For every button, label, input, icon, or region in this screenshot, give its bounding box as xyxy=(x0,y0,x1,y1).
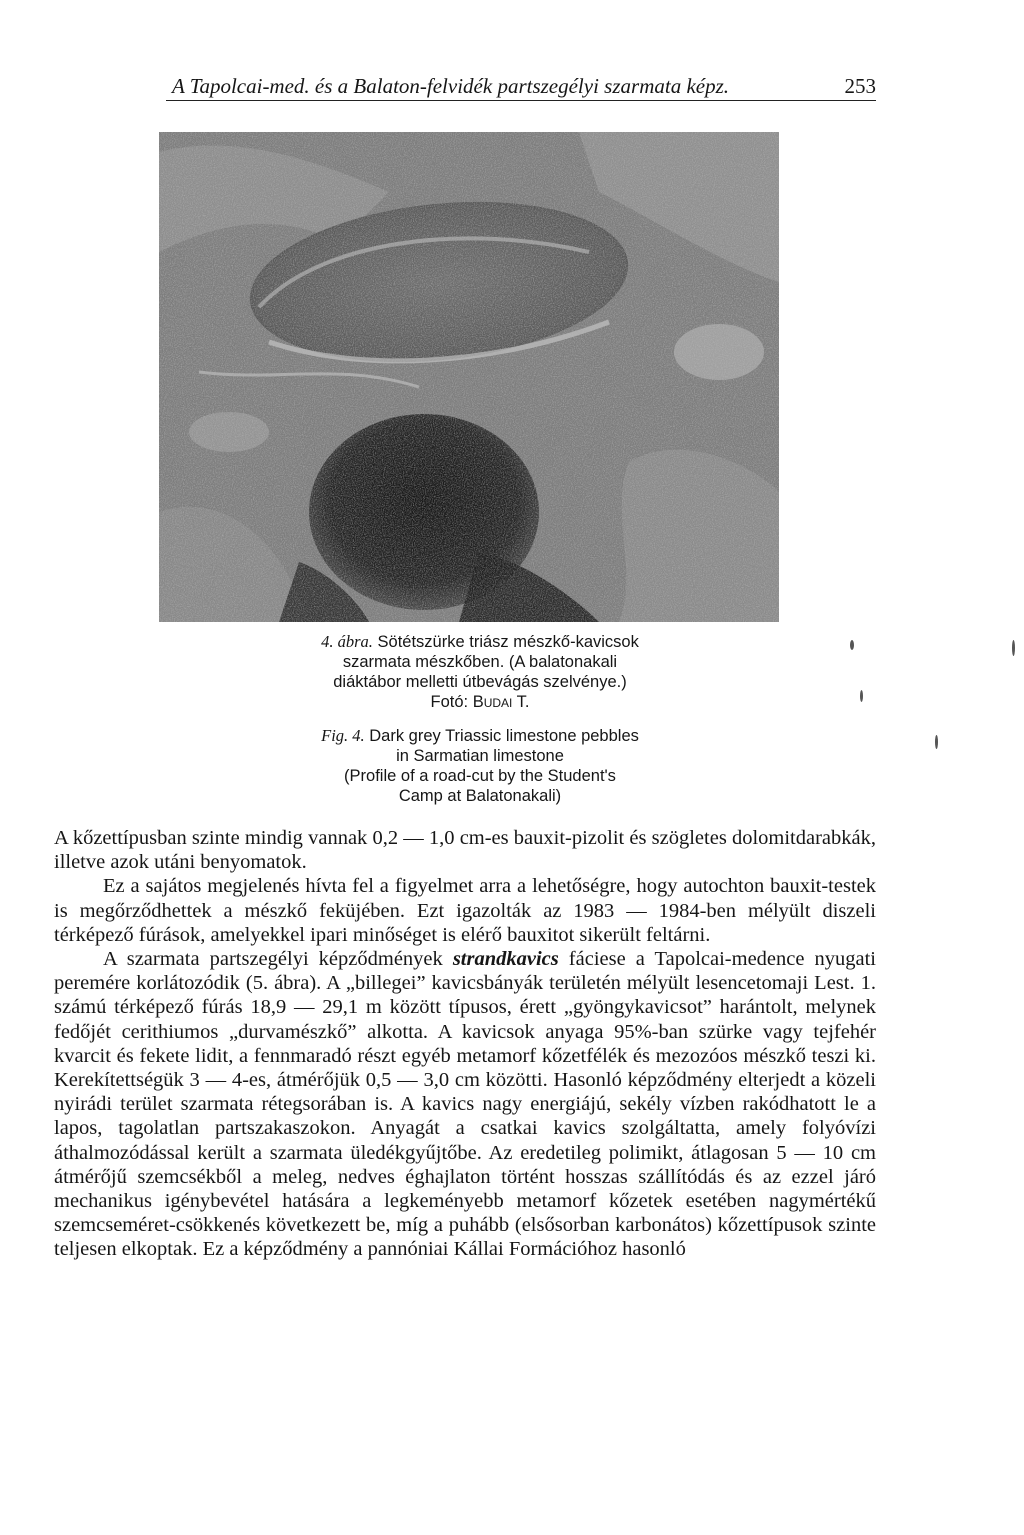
figure-caption-english xyxy=(260,726,700,806)
emphasis-strandkavics: strandkavics xyxy=(452,948,559,971)
paragraph-2: Ez a sajátos megjelenés hívta fel a figyelmet arra a lehetőségre, hogy autochton bauxit-testek is megőrződhettek a mészkő feküjében. Ezt igazolták az 1983 — 1984-ben mélyült diszeli térképező fúrások, amelyekkel ipari minőséget is elérő bauxitot sikerült feltárni. xyxy=(54,875,876,946)
caption-en-line-2: in Sarmatian limestone xyxy=(396,747,564,765)
paragraph-3: A szarmata partszegélyi képződmények strandkavics fáciese a Tapolcai-medence nyugati peremére korlátozódik (5. ábra). A „billegei” kavicsbányák területén mélyült lesencetomaji Lest. 1. számú térképező fúrás 18,9 — 29,1 m között típusos, érett „gyöngykavicsot” harántolt, melynek fedőjét cerithiumos „durvamészkő” alkotta. A kavicsok anyaga 95%-ban szürke vagy tejfehér kvarcit és fekete lidit, a fennmaradó részt egyéb metamorf kőzetfélék és mezozóos mészkő teszi ki. Kerekítettségük 3 — 4-es, átmérőjük 0,5 — 3,0 cm közötti. Hasonló képződmény elterjedt a közeli nyirádi terület szarmata rétegsorában is. A kavics nagy energiájú, sekély vízben rakódhatott le a lapos, tagolatlan partszakaszokon. Anyagát a csatkai kavics szolgáltatta, amely folyóvízi áthalmozódással került a szarmata üledékgyűjtőbe. Az eredetileg polimikt, átlagosan 5 — 10 cm átmérőjű szemcsékből a meleg, nedves éghajlaton történt hosszas szállítódás és az ezzel járó mechanikus igénybevétel hatására a legkeményebb metamorf kőzetek esetében nagymértékű szemcseméret-csökkenés következett be, míg a puhább (elsősorban karbonátos) kőzettípusok szinte teljesen elkoptak. Ez a képződmény a pannóniai Kállai Formációhoz hasonló xyxy=(54,948,876,1261)
caption-hu-line-1: 4. ábra. Sötétszürke triász mészkő-kavicsok xyxy=(321,632,639,651)
margin-speck xyxy=(1012,640,1015,656)
caption-hu-label: 4. ábra. xyxy=(321,632,373,651)
caption-hu-line-2: szarmata mészkőben. (A balatonakali xyxy=(342,653,618,671)
photo-credit-name: Budai T. xyxy=(472,693,530,711)
margin-speck xyxy=(935,735,938,749)
caption-hu-line-3: diáktábor melletti útbevágás szelvénye.) xyxy=(333,673,627,691)
header-rule xyxy=(166,100,876,101)
figure-caption-hungarian xyxy=(260,632,700,712)
running-title: A Tapolcai-med. és a Balaton-felvidék partszegélyi szarmata képz. xyxy=(172,74,730,98)
margin-speck xyxy=(850,640,854,650)
caption-en-label: Fig. 4. xyxy=(321,726,365,745)
page-number: 253 xyxy=(844,74,876,98)
photo-credit: Fotó: Budai T. xyxy=(430,693,530,711)
caption-en-line-1: Fig. 4. Dark grey Triassic limestone pebbles xyxy=(321,726,639,745)
caption-en-line-3: (Profile of a road-cut by the Student's xyxy=(344,767,616,785)
margin-speck xyxy=(860,690,863,702)
body-text xyxy=(54,826,876,1262)
figure-photo xyxy=(159,132,779,622)
caption-en-line-4: Camp at Balatonakali) xyxy=(398,787,562,805)
paragraph-1: A kőzettípusban szinte mindig vannak 0,2 — 1,0 cm-es bauxit-pizolit és szögletes dolomitdarabkák, illetve azok utáni benyomatok. xyxy=(54,827,876,874)
